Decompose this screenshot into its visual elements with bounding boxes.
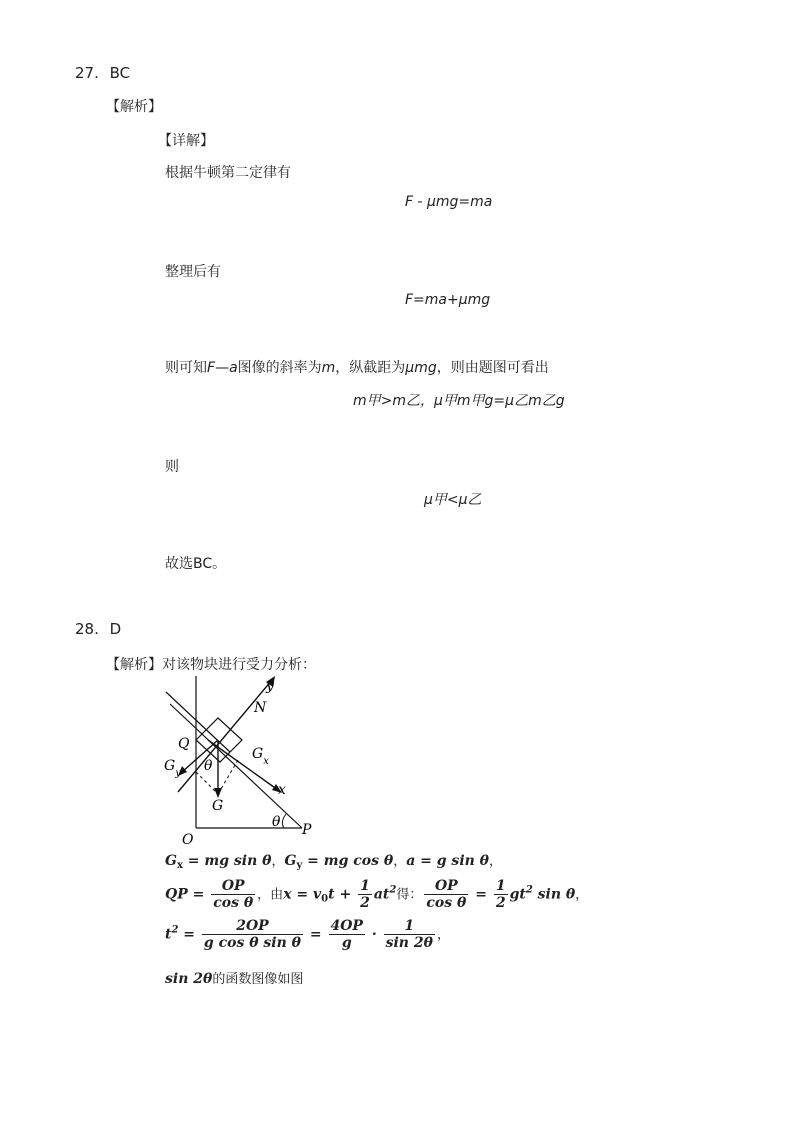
label-theta1: θ [204, 758, 213, 774]
f1-eq-b: = mg cos θ [302, 853, 394, 869]
f1-gy: G [284, 853, 297, 869]
q27-line3-F: F [207, 360, 216, 376]
q27-line2: 整理后有 [165, 264, 221, 280]
label-y: y [266, 678, 274, 694]
q27-line3-a: 则可知 [165, 360, 207, 376]
formula-line-3 [165, 918, 450, 951]
q27-answer: BC [109, 64, 131, 82]
f2-frac-1: $\frac{OP}{\text{cos θ}}$ [213, 878, 254, 911]
f2-comma: ， [575, 887, 589, 903]
q27-line3-a2: a [229, 360, 238, 376]
f2-gt2: sin θ [532, 886, 576, 903]
f2-you: ，由 [257, 887, 284, 903]
q27-xiangjie: 【详解】 [158, 133, 214, 149]
f3-frac-3: $\frac{1}{\sin 2\theta}$ [385, 918, 433, 951]
q27-eq1: F - μmg=ma [405, 194, 493, 210]
f1-comma-1: ， [271, 854, 285, 869]
f3-eqs: = [178, 926, 200, 943]
q28-number: 28. [75, 620, 99, 638]
q28-header [75, 620, 121, 638]
formula-line-1 [165, 850, 502, 871]
f3-eqs2: = [305, 926, 327, 943]
f4-text: 的函数图像如图 [212, 972, 304, 987]
f2-half-2: $\frac{1}{2}$ [495, 878, 506, 911]
q27-line3-mumg: μmg [405, 360, 437, 376]
f3-t: t [165, 926, 172, 943]
label-Gx: $G_x$ [252, 746, 269, 767]
incline-upper-line [166, 692, 230, 752]
q27-jiexi: 【解析】 [106, 99, 162, 115]
f3-frac-2: $\frac{4OP}{g}$ [330, 918, 363, 951]
f2-de: 得： [396, 887, 423, 903]
f2-frac-2: $\frac{OP}{\text{cos θ}}$ [426, 878, 467, 911]
q27-line3-dash: — [215, 360, 230, 376]
gravity-arrowhead [214, 788, 222, 798]
formula-line-4 [165, 968, 303, 987]
q27-line3-m: m [321, 360, 336, 376]
f2-gt: gt [509, 886, 526, 903]
label-Gy: $G_y$ [164, 758, 181, 779]
angle-arc [282, 814, 286, 828]
f1-a-eq: a = g sin θ [406, 853, 490, 869]
f2-at: at [373, 886, 390, 903]
label-theta2: θ [272, 814, 281, 830]
f3-dot: · [366, 926, 382, 943]
q27-eq2: F=ma+μmg [405, 292, 491, 308]
label-x: x [278, 782, 286, 798]
f2-half-1: $\frac{1}{2}$ [360, 878, 370, 911]
q27-number: 27. [75, 64, 99, 82]
f1-gy-sub: y [296, 860, 303, 871]
f3-comma: ， [436, 927, 450, 943]
q27-line3-d: ，纵截距为 [335, 360, 406, 376]
label-P: P [302, 822, 312, 838]
formula-line-2 [165, 878, 588, 911]
q27-line3 [165, 357, 549, 377]
label-Q: Q [178, 736, 190, 752]
f2-kin-sub: 0 [321, 893, 329, 905]
label-G: G [212, 798, 224, 814]
f2-at-sup: 2 [389, 884, 397, 896]
q27-line3-c: 图像的斜率为 [237, 360, 322, 376]
q27-eq4: μ甲<μ乙 [424, 492, 482, 508]
f1-comma-2: ， [393, 854, 407, 869]
q27-line5: 故选BC。 [165, 556, 227, 572]
f2-kin2: t + [328, 886, 357, 903]
q28-jiexi: 【解析】 [106, 657, 162, 673]
f2-qp: QP = [165, 886, 210, 903]
f1-eq-a: = mg sin θ [182, 853, 272, 869]
f1-gx: G [165, 853, 177, 869]
f3-frac-1: $\frac{2OP}{\text{g cos θ sin θ}}$ [203, 918, 302, 951]
f4-expr: sin 2θ [165, 971, 213, 987]
f1-gx-sub: x [176, 860, 183, 871]
gy-dashed [196, 772, 218, 794]
q28-jiexi-line [106, 654, 316, 674]
q27-header [75, 64, 130, 82]
f2-eqs: = [470, 886, 492, 903]
q27-line1: 根据牛顿第二定律有 [165, 165, 291, 181]
f3-t-sup: 2 [171, 924, 179, 936]
label-N: N [254, 700, 267, 716]
q27-eq3: m甲>m乙，μ甲m甲g=μ乙m乙g [353, 393, 565, 409]
f1-comma-3: ， [489, 854, 503, 869]
q28-intro: 对该物块进行受力分析： [162, 657, 316, 673]
force-diagram [160, 672, 330, 852]
f2-kin: x = v [283, 886, 322, 903]
label-O: O [182, 832, 194, 848]
q27-line3-e: ，则由题图可看出 [436, 360, 549, 376]
q27-line4: 则 [165, 459, 179, 475]
f2-gt-sup: 2 [525, 884, 533, 896]
q28-answer: D [109, 620, 122, 638]
